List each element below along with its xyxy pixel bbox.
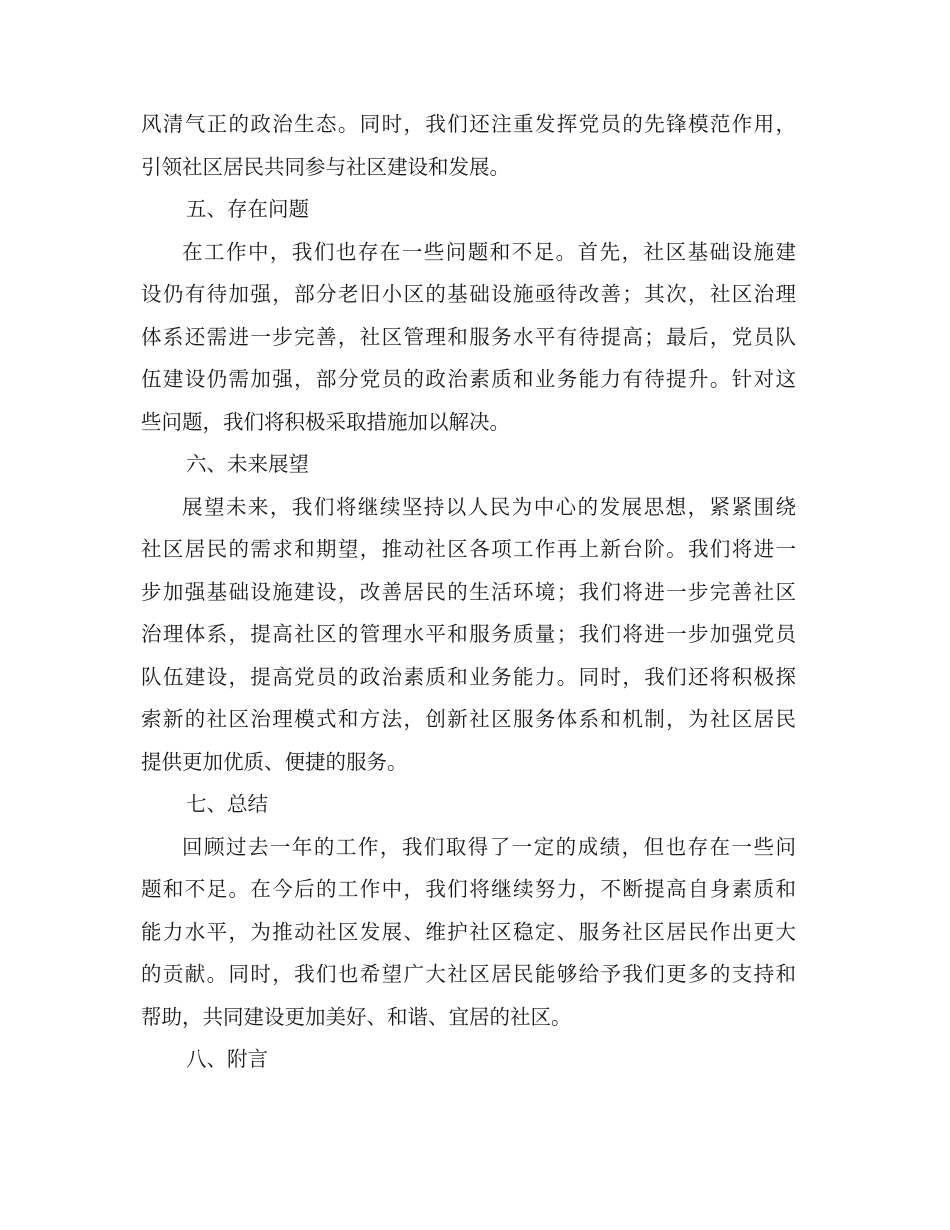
paragraph-line: 回顾过去一年的工作，我们取得了一定的成绩，但也存在一些问 <box>182 834 796 859</box>
paragraph-line: 治理体系，提高社区的管理水平和服务质量；我们将进一步加强党员 <box>141 622 796 646</box>
paragraph-line: 能力水平，为推动社区发展、维护社区稳定、服务社区居民作出更大 <box>141 919 796 944</box>
paragraph-line: 步加强基础设施建设，改善居民的生活环境；我们将进一步完善社区 <box>141 579 796 604</box>
section-heading: 七、总结 <box>186 792 268 816</box>
paragraph-line: 设仍有待加强，部分老旧小区的基础设施亟待改善；其次，社区治理 <box>141 282 796 306</box>
section-heading: 五、存在问题 <box>186 197 309 221</box>
paragraph-line: 帮助，共同建设更加美好、和谐、宜居的社区。 <box>141 1004 572 1029</box>
paragraph-line: 体系还需进一步完善，社区管理和服务水平有待提高；最后，党员队 <box>141 324 796 349</box>
paragraph-line: 些问题，我们将积极采取措施加以解决。 <box>141 409 510 434</box>
paragraph-line: 风清气正的政治生态。同时，我们还注重发挥党员的先锋模范作用， <box>141 112 796 136</box>
paragraph-line: 在工作中，我们也存在一些问题和不足。首先，社区基础设施建 <box>182 239 796 264</box>
paragraph-line: 伍建设仍需加强，部分党员的政治素质和业务能力有待提升。针对这 <box>141 367 796 391</box>
document-body <box>141 103 796 1081</box>
paragraph-line: 展望未来，我们将继续坚持以人民为中心的发展思想，紧紧围绕 <box>182 494 796 519</box>
section-heading: 八、附言 <box>186 1047 268 1071</box>
paragraph-line: 题和不足。在今后的工作中，我们将继续努力，不断提高自身素质和 <box>141 877 796 901</box>
section-heading: 六、未来展望 <box>186 452 309 476</box>
paragraph-line: 引领社区居民共同参与社区建设和发展。 <box>141 154 510 179</box>
paragraph-line: 的贡献。同时，我们也希望广大社区居民能够给予我们更多的支持和 <box>141 962 796 986</box>
paragraph-line: 提供更加优质、便捷的服务。 <box>141 749 408 774</box>
paragraph-line: 队伍建设，提高党员的政治素质和业务能力。同时，我们还将积极探 <box>141 664 796 689</box>
paragraph-line: 社区居民的需求和期望，推动社区各项工作再上新台阶。我们将进一 <box>141 537 796 561</box>
paragraph-line: 索新的社区治理模式和方法，创新社区服务体系和机制，为社区居民 <box>141 707 796 731</box>
